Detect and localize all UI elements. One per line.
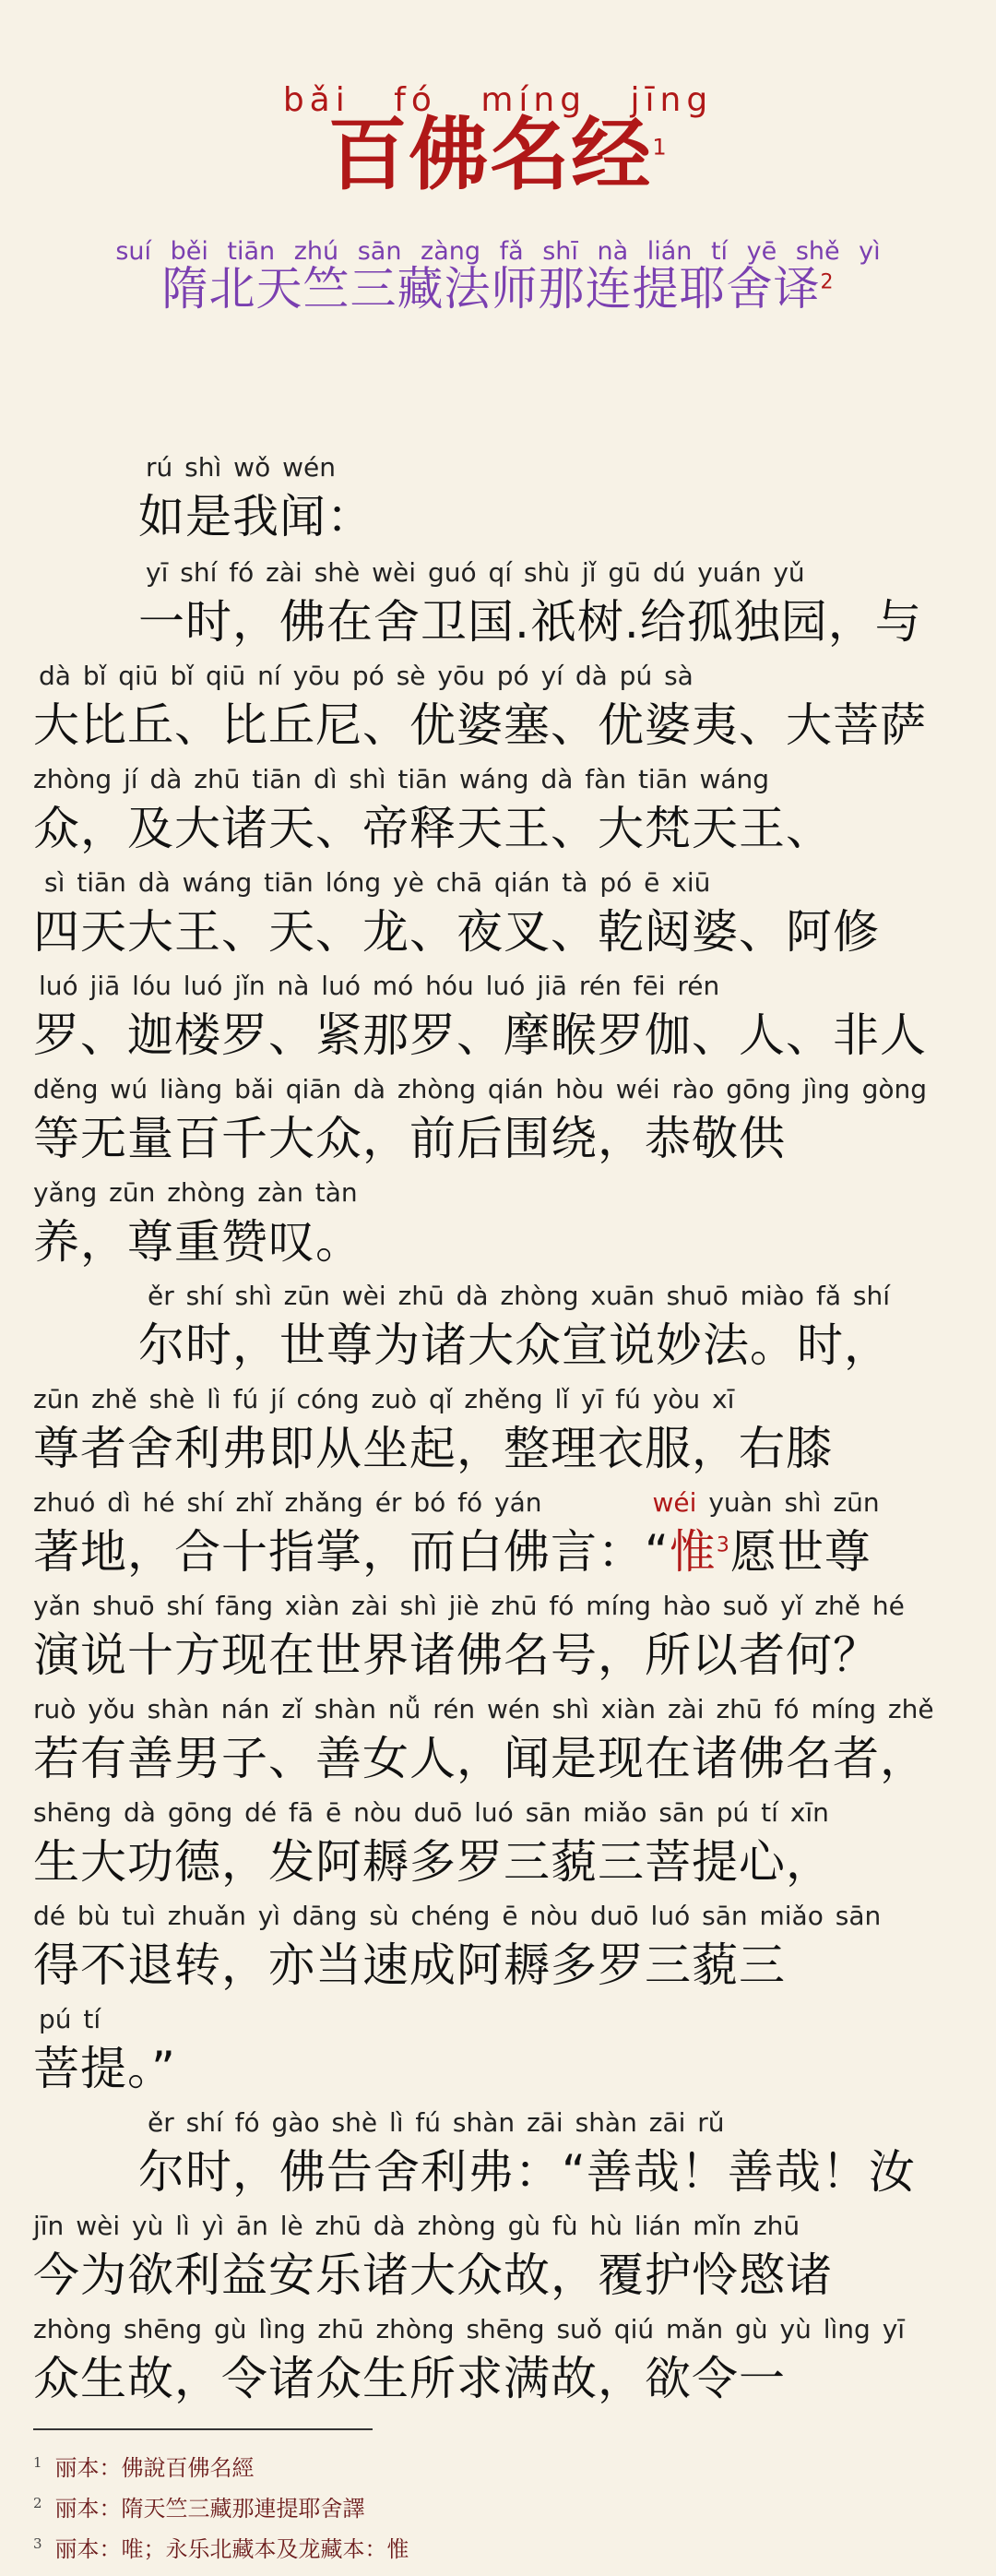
hanzi-line: 等无量百千大众，前后围绕，恭敬供	[33, 1112, 786, 1165]
variant-character: 惟	[669, 1525, 717, 1579]
pinyin-line: pú tí	[39, 2004, 101, 2034]
pinyin-variant: wéi	[652, 1487, 697, 1518]
pinyin-line: ěr shí shì zūn wèi zhū dà zhòng xuān shuō miào fǎ shí	[148, 1281, 890, 1311]
footnote-divider	[33, 2428, 373, 2430]
hanzi-line: 今为欲利益安乐诸大众故，覆护怜愍诸	[33, 2248, 833, 2302]
hanzi-line: 养，尊重赞叹。	[33, 1215, 362, 1269]
pinyin-line: yǎng zūn zhòng zàn tàn	[33, 1177, 358, 1208]
hanzi-line: 众，及大诸天、帝释天王、大梵天王、	[33, 802, 833, 855]
pinyin-line: yī shí fó zài shè wèi guó qí shù jǐ gū dú yuán yǔ	[146, 557, 805, 588]
hanzi-line: 尔时，佛告舍利弗：“善哉！善哉！汝	[138, 2145, 916, 2199]
pinyin-line: děng wú liàng bǎi qiān dà zhòng qián hòu wéi rào gōng jìng gòng	[33, 1074, 928, 1104]
hanzi-segment: 著地，合十指掌，而白佛言：“	[33, 1525, 670, 1579]
pinyin-segment: yuàn shì zūn	[708, 1487, 880, 1518]
pinyin-line: dé bù tuì zhuǎn yì dāng sù chéng ē nòu duō luó sān miǎo sān	[33, 1901, 882, 1931]
page-title	[0, 108, 996, 201]
hanzi-line: 生大功德，发阿耨多罗三藐三菩提心，	[33, 1835, 833, 1889]
footnote-number: 1	[33, 2454, 42, 2471]
pinyin-line: ruò yǒu shàn nán zǐ shàn nǚ rén wén shì xiàn zài zhū fó míng zhě	[33, 1694, 934, 1724]
pinyin-line: zhòng jí dà zhū tiān dì shì tiān wáng dà fàn tiān wáng	[33, 764, 770, 794]
pinyin-line	[33, 1487, 880, 1518]
footnote-text: 丽本：佛說百佛名經	[54, 2455, 255, 2481]
hanzi-line: 如是我闻：	[138, 490, 374, 543]
pinyin-segment: zhuó dì hé shí zhǐ zhǎng ér bó fó yán	[33, 1487, 542, 1518]
hanzi-segment: 愿世尊	[729, 1525, 872, 1579]
footnote-number: 3	[33, 2535, 42, 2552]
footnote-item	[33, 2526, 409, 2567]
footnote-ref-3[interactable]: 3	[716, 1533, 730, 1557]
pinyin-line: yǎn shuō shí fāng xiàn zài shì jiè zhū fó míng hào suǒ yǐ zhě hé	[33, 1591, 905, 1621]
footnote-item	[33, 2445, 409, 2486]
hanzi-line: 四天大王、天、龙、夜叉、乾闼婆、阿修	[33, 905, 880, 959]
title-text: 百佛名经	[327, 108, 653, 201]
title-pinyin: bǎi fó míng jīng	[282, 81, 714, 119]
footnote-text: 丽本：隋天竺三藏那連提耶舍譯	[54, 2496, 365, 2522]
pinyin-line: jīn wèi yù lì yì ān lè zhū dà zhòng gù fù hù lián mǐn zhū	[33, 2211, 800, 2241]
translator-line	[0, 264, 996, 315]
pinyin-line: ěr shí fó gào shè lì fú shàn zāi shàn zāi rǔ	[148, 2107, 725, 2138]
hanzi-line: 若有善男子、善女人，闻是现在诸佛名者，	[33, 1732, 927, 1785]
pinyin-line: shēng dà gōng dé fā ē nòu duō luó sān miǎo sān pú tí xīn	[33, 1797, 829, 1828]
pinyin-line: zhòng shēng gù lìng zhū zhòng shēng suǒ qiú mǎn gù yù lìng yī	[33, 2314, 906, 2344]
footnote-text: 丽本：唯；永乐北藏本及龙藏本：惟	[54, 2536, 409, 2562]
hanzi-line: 菩提。”	[33, 2042, 176, 2095]
pinyin-line: sì tiān dà wáng tiān lóng yè chā qián tà pó ē xiū	[44, 867, 711, 898]
pinyin-line: zūn zhě shè lì fú jí cóng zuò qǐ zhěng lǐ yī fú yòu xī	[33, 1384, 735, 1414]
header	[0, 81, 996, 315]
footnotes	[33, 2445, 409, 2567]
hanzi-line	[33, 1515, 872, 1581]
pinyin-line: dà bǐ qiū bǐ qiū ní yōu pó sè yōu pó yí dà pú sà	[39, 661, 694, 691]
translator-pinyin: suí běi tiān zhú sān zàng fǎ shī nà lián tí yē shě yì	[115, 237, 881, 267]
hanzi-line: 罗、迦楼罗、紧那罗、摩睺罗伽、人、非人	[33, 1008, 927, 1062]
pinyin-line: rú shì wǒ wén	[146, 452, 336, 483]
hanzi-line: 一时，佛在舍卫国.祇树.给孤独园，与	[138, 595, 922, 649]
title-footnote-ref[interactable]: 1	[652, 134, 669, 161]
translator-text: 隋北天竺三藏法师那连提耶舍译	[161, 262, 821, 316]
hanzi-line: 尊者舍利弗即从坐起，整理衣服，右膝	[33, 1422, 833, 1475]
hanzi-line: 演说十方现在世界诸佛名号，所以者何？	[33, 1628, 880, 1682]
pinyin-line: luó jiā lóu luó jǐn nà luó mó hóu luó jiā rén fēi rén	[39, 971, 720, 1001]
footnote-item	[33, 2486, 409, 2526]
translator-footnote-ref[interactable]: 2	[820, 270, 835, 294]
hanzi-line: 大比丘、比丘尼、优婆塞、优婆夷、大菩萨	[33, 698, 927, 752]
hanzi-line: 尔时，世尊为诸大众宣说妙法。时，	[138, 1318, 891, 1372]
hanzi-line: 众生故，令诸众生所求满故，欲令一	[33, 2352, 786, 2405]
footnote-number: 2	[33, 2495, 42, 2511]
hanzi-line: 得不退转，亦当速成阿耨多罗三藐三	[33, 1938, 786, 1992]
